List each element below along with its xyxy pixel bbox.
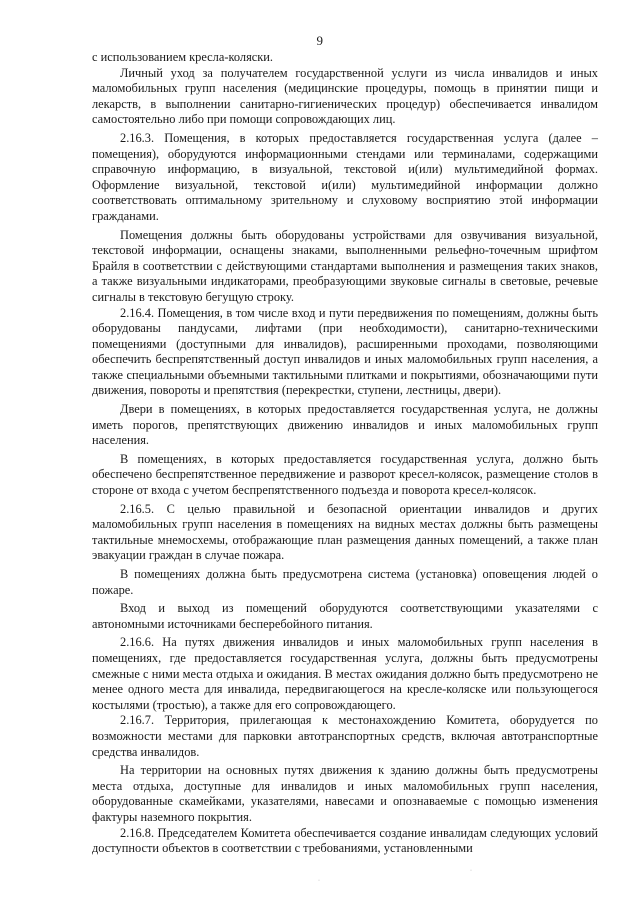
- page-number: 9: [316, 33, 324, 48]
- scan-mark: ·: [318, 878, 320, 884]
- paragraph-2-16-8: 2.16.8. Председателем Комитета обеспечивается создание инвалидам следующих условий доступности объектов в соответствии с требованиями, установленными: [92, 825, 598, 856]
- paragraph-entrance-signs: Вход и выход из помещений оборудуются соответствующими указателями с автономными источниками бесперебойного питания.: [92, 601, 598, 631]
- paragraph-fire-alarm: В помещениях должна быть предусмотрена система (установка) оповещения людей о пожаре.: [92, 567, 598, 597]
- scan-mark: ·: [470, 868, 472, 874]
- paragraph-2-16-7: 2.16.7. Территория, прилегающая к местонахождению Комитета, оборудуется по возможности местами для парковки автотранспортных средств, включая автотранспортные средства инвалидов.: [92, 713, 598, 759]
- paragraph-wheelchair-movement: В помещениях, в которых предоставляется государственная услуга, должно быть обеспечено беспрепятственное передвижение и разворот кресел-колясок, размещение столов в стороне от входа с учетом беспрепятственного подъезда и поворота кресел-колясок.: [92, 451, 598, 498]
- paragraph-doors: Двери в помещениях, в которых предоставляется государственная услуга, не должны иметь порогов, препятствующих движению инвалидов и иных маломобильных групп населения.: [92, 402, 598, 448]
- paragraph-2-16-4: 2.16.4. Помещения, в том числе вход и пути передвижения по помещениям, должны быть оборудованы пандусами, лифтами (при необходимости), санитарно-техническими помещениями (доступными для инвалидов), расширенными проходами, позволяющими обеспечить беспрепятственный доступ инвалидов и иных маломобильных групп населения, а также специальными объемными тактильными плитками и покрытиями, обозначающими пути движения, повороты и препятствия (перекрестки, ступени, лестницы, двери).: [92, 305, 598, 398]
- paragraph-territory-rest-areas: На территории на основных путях движения к зданию должны быть предусмотрены места отдыха, доступные для инвалидов и иных маломобильных групп населения, оборудованные скамейками, указателями, навесами и опознаваемые с помощью изменения фактуры наземного покрытия.: [92, 763, 598, 824]
- paragraph-continuation: с использованием кресла-коляски.: [92, 50, 274, 64]
- body-text: [92, 50, 598, 857]
- paragraph-braille-equipment: Помещения должны быть оборудованы устройствами для озвучивания визуальной, текстовой информации, оснащены знаками, выполненными рельефно-точечным шрифтом Брайля в соответствии с действующими стандартами выполнения и размещения таких знаков, а также визуальными индикаторами, преобразующими звуковые сигналы в световые, речевые сигналы в текстовую бегущую строку.: [92, 227, 598, 304]
- paragraph-2-16-6: 2.16.6. На путях движения инвалидов и иных маломобильных групп населения в помещениях, где предоставляется государственная услуга, должны быть предусмотрены смежные с ними места отдыха и ожидания. В местах ожидания должно быть предусмотрено не менее одного места для инвалида, передвигающегося на кресле-коляске или пользующегося костылями (тростью), а также для его сопровождающего.: [92, 635, 598, 712]
- paragraph-2-16-3: 2.16.3. Помещения, в которых предоставляется государственная услуга (далее – помещения), оборудуются информационными стендами или терминалами, содержащими справочную информацию, в визуальной, текстовой и(или) мультимедийной формах. Оформление визуальной, текстовой и(или) мультимедийной информации должно соответствовать оптимальному зрительному и слуховому восприятию этой информации гражданами.: [92, 130, 598, 223]
- paragraph-personal-care: Личный уход за получателем государственной услуги из числа инвалидов и иных маломобильных групп населения (медицинские процедуры, помощь в принятии пищи и лекарств, в выполнении санитарно-гигиенических процедур) обеспечивается инвалидом самостоятельно либо при помощи сопровождающих лиц.: [92, 65, 598, 127]
- paragraph-2-16-5: 2.16.5. С целью правильной и безопасной ориентации инвалидов и других маломобильных групп населения в помещениях на видных местах должны быть размещены тактильные мнемосхемы, отображающие план размещения данных помещений, а также план эвакуации граждан в случае пожара.: [92, 501, 598, 563]
